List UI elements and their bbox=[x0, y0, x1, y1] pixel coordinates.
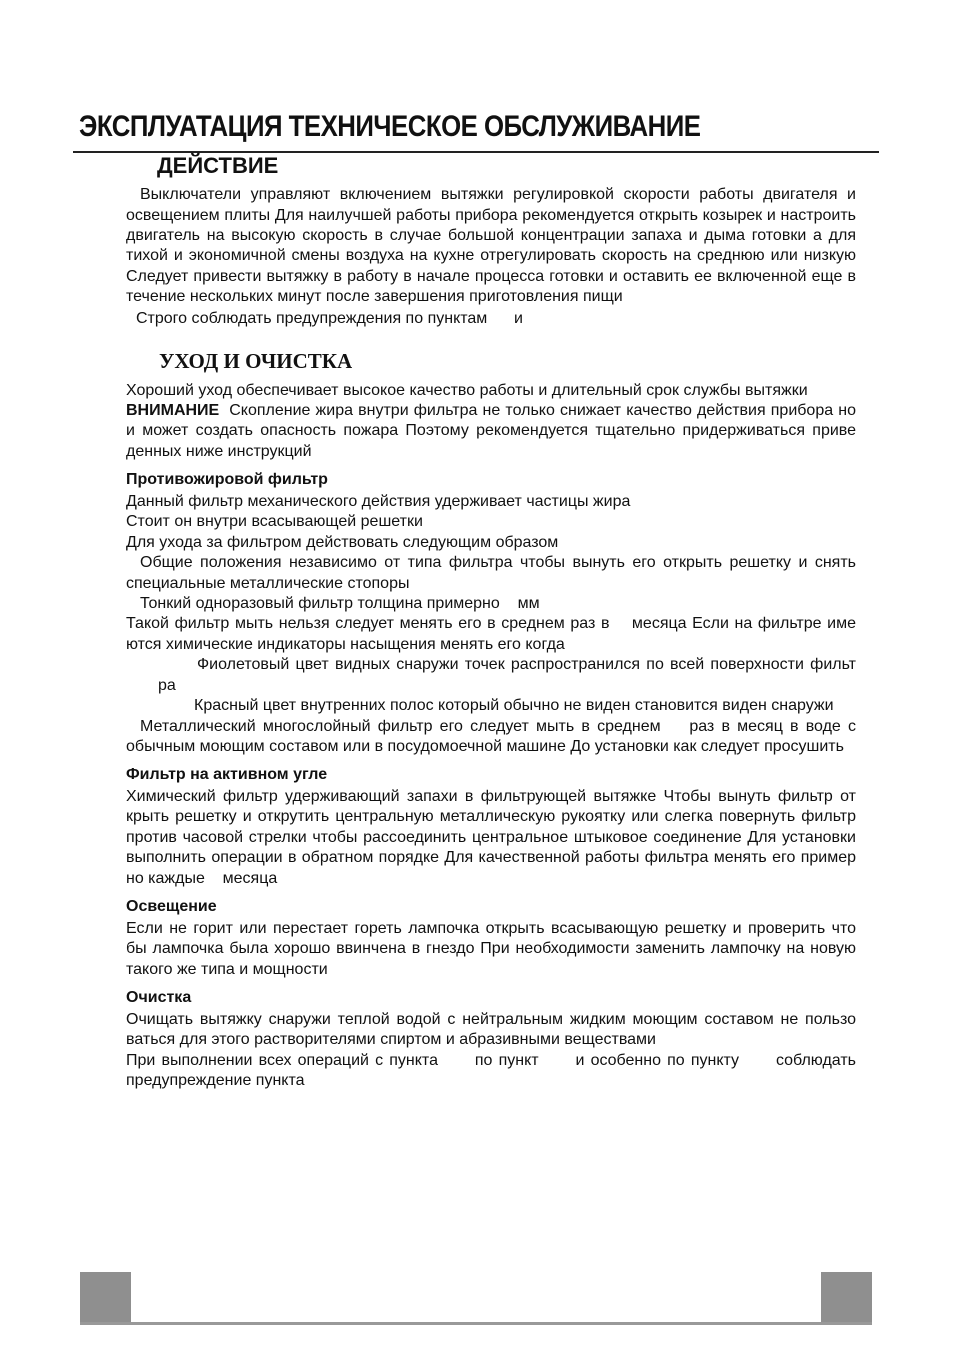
action-paragraph-line: тихой и экономичной смены воздуха на кухне отрегулировать скорость на среднюю или низкую bbox=[126, 247, 856, 264]
subheading-carbon-filter: Фильтр на активном угле bbox=[126, 766, 328, 783]
grease-filter-line: Такой фильтр мыть нельзя следует менять его в среднем раз в месяца Если на фильтре име bbox=[126, 615, 856, 632]
cleaning-line: При выполнении всех операций с пункта по пункт и особенно по пункту соблюдать bbox=[126, 1052, 856, 1069]
section-heading-action: ДЕЙСТВИЕ bbox=[157, 153, 279, 178]
attention-line: денных ниже инструкций bbox=[126, 443, 312, 460]
grease-filter-line: специальные металлические стопоры bbox=[126, 575, 410, 592]
page-title: ЭКСПЛУАТАЦИЯ ТЕХНИЧЕСКОЕ ОБСЛУЖИВАНИЕ bbox=[79, 110, 701, 143]
grease-filter-line: Стоит он внутри всасывающей решетки bbox=[126, 513, 423, 530]
carbon-filter-line: против часовой стрелки чтобы рассоединить центральное штыковое соединение Для установки bbox=[126, 829, 856, 846]
action-paragraph-line: Следует привести вытяжку в работу в начале процесса готовки и оставить ее включенной еще в bbox=[126, 268, 856, 285]
action-paragraph-line: течение нескольких минут после завершения приготовления пищи bbox=[126, 288, 623, 305]
grease-filter-line: Для ухода за фильтром действовать следующим образом bbox=[126, 534, 559, 551]
indicator-red-line: Красный цвет внутренних полос который обычно не виден становится виден снаружи bbox=[194, 697, 834, 714]
carbon-filter-line: но каждые месяца bbox=[126, 870, 278, 887]
grease-filter-line: Общие положения независимо от типа фильтра чтобы вынуть его открыть решетку и снять bbox=[140, 554, 856, 571]
cleaning-line: предупреждение пункта bbox=[126, 1072, 305, 1089]
lighting-line: такого же типа и мощности bbox=[126, 961, 328, 978]
care-intro: Хороший уход обеспечивает высокое качество работы и длительный срок службы вытяжки bbox=[126, 382, 808, 399]
cleaning-line: Очищать вытяжку снаружи теплой водой с нейтральным жидким моющим составом не пользо bbox=[126, 1011, 856, 1028]
carbon-filter-line: Химический фильтр удерживающий запахи в фильтрующей вытяжке Чтобы вынуть фильтр от bbox=[126, 788, 856, 805]
indicator-violet-line: ра bbox=[158, 677, 176, 694]
footer-page-tab-left bbox=[80, 1272, 131, 1324]
cleaning-line: ваться для этого растворителями спиртом и абразивными веществами bbox=[126, 1031, 656, 1048]
footer-page-tab-right bbox=[821, 1272, 872, 1324]
grease-filter-line: ются химические индикаторы насыщения менять его когда bbox=[126, 636, 565, 653]
attention-text: Скопление жира внутри фильтра не только снижает качество действия прибора но bbox=[229, 402, 856, 419]
grease-filter-line: обычным моющим составом или в посудомоечной машине До установки как следует просушить bbox=[126, 738, 844, 755]
grease-filter-line: Тонкий одноразовый фильтр толщина примерно мм bbox=[140, 595, 540, 612]
action-paragraph-line: освещением плиты Для наилучшей работы прибора рекомендуется открыть козырек и настроить bbox=[126, 207, 856, 224]
subheading-lighting: Освещение bbox=[126, 898, 217, 915]
subheading-cleaning: Очистка bbox=[126, 989, 192, 1006]
subheading-grease-filter: Противожировой фильтр bbox=[126, 471, 328, 488]
grease-filter-line: Данный фильтр механического действия удерживает частицы жира bbox=[126, 493, 631, 510]
action-paragraph-line: двигатель на высокую скорость в случае большой концентрации запаха и дыма готовки а для bbox=[126, 227, 856, 244]
attention-line: и может создать опасность пожара Поэтому рекомендуется тщательно придерживаться приве bbox=[126, 422, 856, 439]
indicator-violet-line: Фиолетовый цвет видных снаружи точек распространился по всей поверхности фильт bbox=[197, 656, 856, 673]
lighting-line: бы лампочка была хорошо ввинчена в гнездо При необходимости заменить лампочку на новую bbox=[126, 940, 856, 957]
lighting-line: Если не горит или перестает гореть лампочка открыть всасывающую решетку и проверить что bbox=[126, 920, 856, 937]
carbon-filter-line: выполнить операции в обратном порядке Для качественной работы фильтра менять его пример bbox=[126, 849, 856, 866]
action-warning-line: Строго соблюдать предупреждения по пунктам и bbox=[136, 310, 523, 327]
attention-line bbox=[126, 401, 856, 421]
grease-filter-line: Металлический многослойный фильтр его следует мыть в среднем раз в месяц в воде с bbox=[140, 718, 856, 735]
section-heading-care: УХОД И ОЧИСТКА bbox=[159, 349, 353, 373]
action-paragraph-line: Выключатели управляют включением вытяжки регулировкой скорости работы двигателя и bbox=[140, 186, 856, 203]
carbon-filter-line: крыть решетку и открутить центральную металлическую рукоятку или слегка повернуть фильтр bbox=[126, 808, 856, 825]
attention-label: ВНИМАНИЕ bbox=[126, 402, 220, 419]
footer-rule bbox=[80, 1322, 872, 1325]
